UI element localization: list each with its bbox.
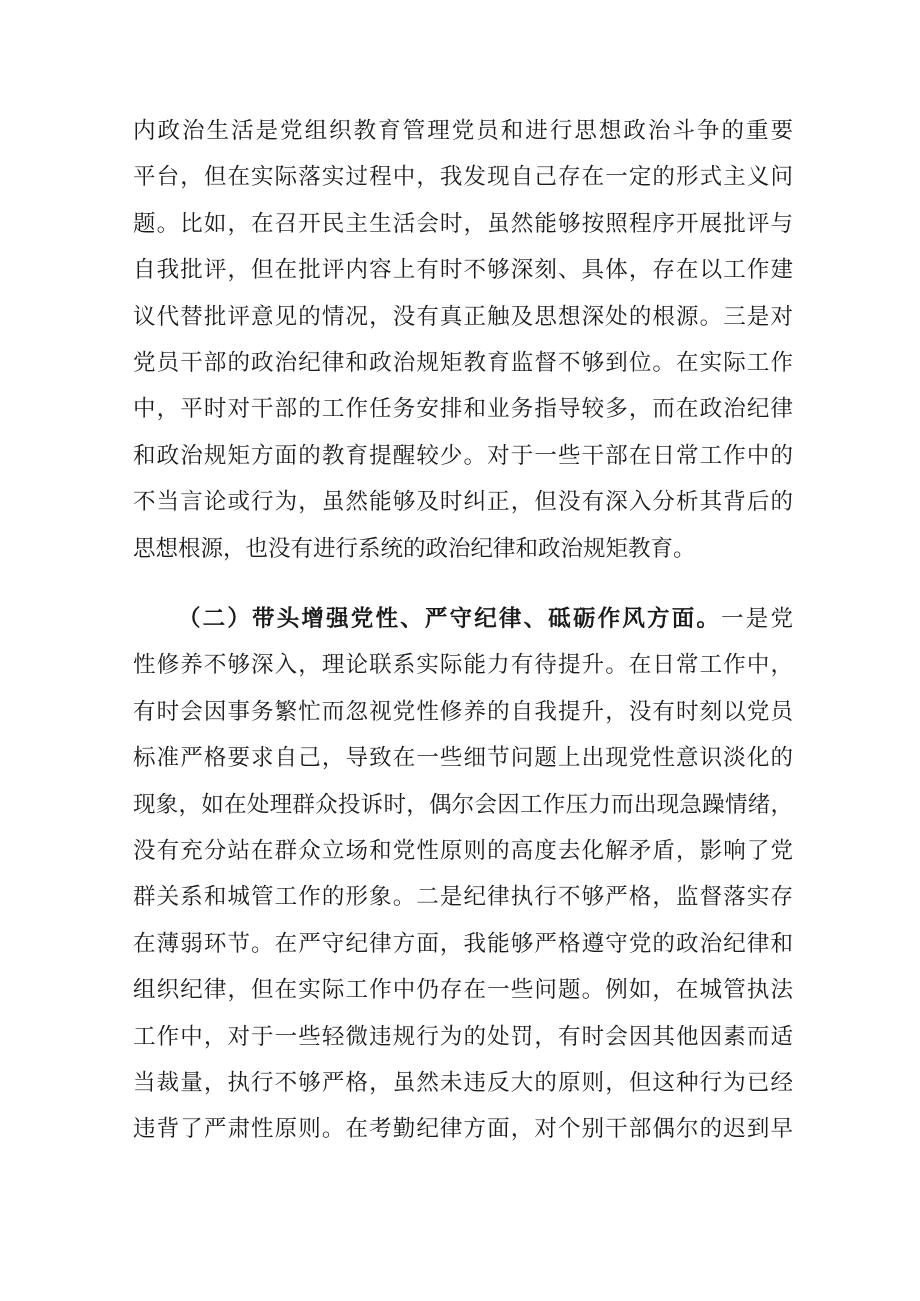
paragraph-1-line: 题。比如，在召开民主生活会时，虽然能够按照程序开展批评与 <box>133 210 793 237</box>
paragraph-2-line: 没有充分站在群众立场和党性原则的高度去化解矛盾，影响了党 <box>133 837 793 864</box>
paragraph-2-line: 工作中，对于一些轻微违规行为的处罚，有时会因其他因素而适 <box>133 1023 793 1050</box>
section-heading: （二）带头增强党性、严守纪律、砥砺作风方面。 <box>178 606 722 632</box>
paragraph-1-line: 和政治规矩方面的教育提醒较少。对于一些干部在日常工作中的 <box>133 442 793 469</box>
paragraph-1-line: 党员干部的政治纪律和政治规矩教育监督不够到位。在实际工作 <box>133 349 793 376</box>
paragraph-2-first-line-rest: 一是党 <box>721 606 793 632</box>
paragraph-2-line: 组织纪律，但在实际工作中仍存在一些问题。例如，在城管执法 <box>133 977 793 1004</box>
paragraph-2-line: 现象，如在处理群众投诉时，偶尔会因工作压力而出现急躁情绪， <box>133 791 793 818</box>
paragraph-1-line: 议代替批评意见的情况，没有真正触及思想深处的根源。三是对 <box>133 303 793 330</box>
paragraph-1-line: 思想根源，也没有进行系统的政治纪律和政治规矩教育。 <box>133 535 696 562</box>
paragraph-2-line: 当裁量，执行不够严格，虽然未违反大的原则，但这种行为已经 <box>133 1069 793 1096</box>
paragraph-2-line: 标准严格要求自己，导致在一些细节问题上出现党性意识淡化的 <box>133 745 793 772</box>
paragraph-2 <box>133 596 793 1153</box>
paragraph-2-line: 性修养不够深入，理论联系实际能力有待提升。在日常工作中， <box>133 652 793 679</box>
paragraph-1 <box>133 108 793 572</box>
paragraph-1-line: 不当言论或行为，虽然能够及时纠正，但没有深入分析其背后的 <box>133 489 793 516</box>
paragraph-2-first-line <box>133 596 793 642</box>
paragraph-2-line: 有时会因事务繁忙而忽视党性修养的自我提升，没有时刻以党员 <box>133 698 793 725</box>
paragraph-2-line: 在薄弱环节。在严守纪律方面，我能够严格遵守党的政治纪律和 <box>133 930 793 957</box>
paragraph-2-line: 群关系和城管工作的形象。二是纪律执行不够严格，监督落实存 <box>133 884 793 911</box>
paragraph-2-line: 违背了严肃性原则。在考勤纪律方面，对个别干部偶尔的迟到早 <box>133 1116 793 1143</box>
paragraph-1-line: 自我批评，但在批评内容上有时不够深刻、具体，存在以工作建 <box>133 257 793 284</box>
paragraph-1-line: 平台，但在实际落实过程中，我发现自己存在一定的形式主义问 <box>133 164 793 191</box>
paragraph-1-line: 中，平时对干部的工作任务安排和业务指导较多，而在政治纪律 <box>133 396 793 423</box>
paragraph-1-line: 内政治生活是党组织教育管理党员和进行思想政治斗争的重要 <box>133 118 793 144</box>
